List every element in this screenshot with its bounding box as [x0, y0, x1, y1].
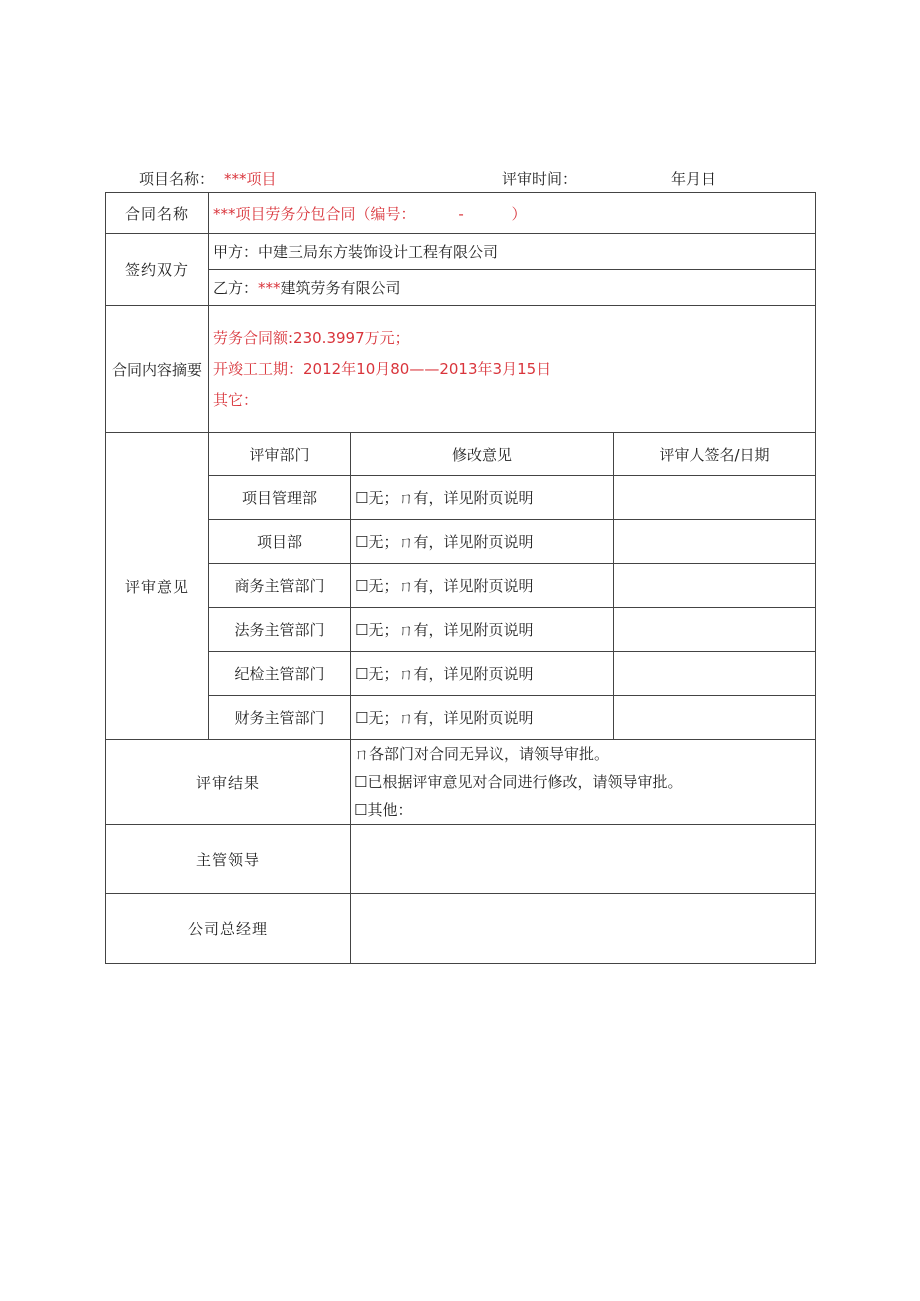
review-dept: 财务主管部门 [209, 696, 351, 740]
review-header-opinion: 修改意见 [351, 433, 614, 476]
review-sign[interactable] [614, 564, 816, 608]
result-option-revised[interactable]: ☐已根据评审意见对合同进行修改，请领导审批。 [354, 773, 683, 791]
contract-name-label: 合同名称 [106, 193, 209, 234]
review-opinion[interactable]: ☐无；ㄇ有，详见附页说明 [351, 476, 614, 520]
summary-other: 其它： [213, 390, 259, 409]
review-sign[interactable] [614, 608, 816, 652]
table-row [106, 652, 816, 696]
gm-sign-field[interactable] [351, 894, 816, 964]
review-dept: 商务主管部门 [209, 564, 351, 608]
table-row [106, 564, 816, 608]
contract-review-table [105, 192, 816, 964]
gm-label: 公司总经理 [106, 894, 351, 964]
summary-period: 开竣工工期：2012年10月80——2013年3月15日 [213, 359, 552, 378]
review-dept: 纪检主管部门 [209, 652, 351, 696]
review-opinion[interactable]: ☐无；ㄇ有，详见附页说明 [351, 520, 614, 564]
parties-row-a [106, 234, 816, 270]
review-header-sign: 评审人签名/日期 [614, 433, 816, 476]
result-options [351, 740, 816, 825]
summary-content [209, 306, 816, 433]
review-dept: 项目管理部 [209, 476, 351, 520]
review-opinion[interactable]: ☐无；ㄇ有，详见附页说明 [351, 564, 614, 608]
review-sign[interactable] [614, 696, 816, 740]
contract-name-row [106, 193, 816, 234]
review-header-dept: 评审部门 [209, 433, 351, 476]
review-header-row [106, 433, 816, 476]
party-b [209, 270, 816, 306]
table-row [106, 696, 816, 740]
result-option-no-objection[interactable]: ㄇ各部门对合同无异议，请领导审批。 [354, 745, 610, 763]
review-label: 评审意见 [106, 433, 209, 740]
party-b-prefix: 乙方： [213, 279, 259, 297]
leader-label: 主管领导 [106, 825, 351, 894]
review-sign[interactable] [614, 652, 816, 696]
review-sign[interactable] [614, 520, 816, 564]
party-a: 甲方：中建三局东方装饰设计工程有限公司 [209, 234, 816, 270]
party-b-name: 建筑劳务有限公司 [280, 279, 401, 297]
review-sign[interactable] [614, 476, 816, 520]
summary-row [106, 306, 816, 433]
summary-amount: 劳务合同额:230.3997万元； [213, 328, 410, 347]
contract-name-value: ***项目劳务分包合同（编号： - ） [209, 193, 816, 234]
form-header [0, 168, 920, 192]
review-date-text: 年月日 [671, 170, 717, 188]
table-row [106, 476, 816, 520]
result-label: 评审结果 [106, 740, 351, 825]
project-label: 项目名称： [139, 170, 215, 188]
review-opinion[interactable]: ☐无；ㄇ有，详见附页说明 [351, 652, 614, 696]
summary-label: 合同内容摘要 [106, 306, 209, 433]
result-option-other[interactable]: ☐其他： [354, 801, 413, 819]
review-time-label: 评审时间： [502, 170, 578, 188]
result-row [106, 740, 816, 825]
gm-row [106, 894, 816, 964]
review-dept: 项目部 [209, 520, 351, 564]
table-row [106, 520, 816, 564]
table-row [106, 608, 816, 652]
project-value: ***项目 [224, 170, 277, 188]
leader-sign-field[interactable] [351, 825, 816, 894]
parties-label: 签约双方 [106, 234, 209, 306]
review-opinion[interactable]: ☐无；ㄇ有，详见附页说明 [351, 608, 614, 652]
parties-row-b [106, 270, 816, 306]
review-dept: 法务主管部门 [209, 608, 351, 652]
review-opinion[interactable]: ☐无；ㄇ有，详见附页说明 [351, 696, 614, 740]
leader-row [106, 825, 816, 894]
party-b-stars: *** [258, 279, 281, 297]
